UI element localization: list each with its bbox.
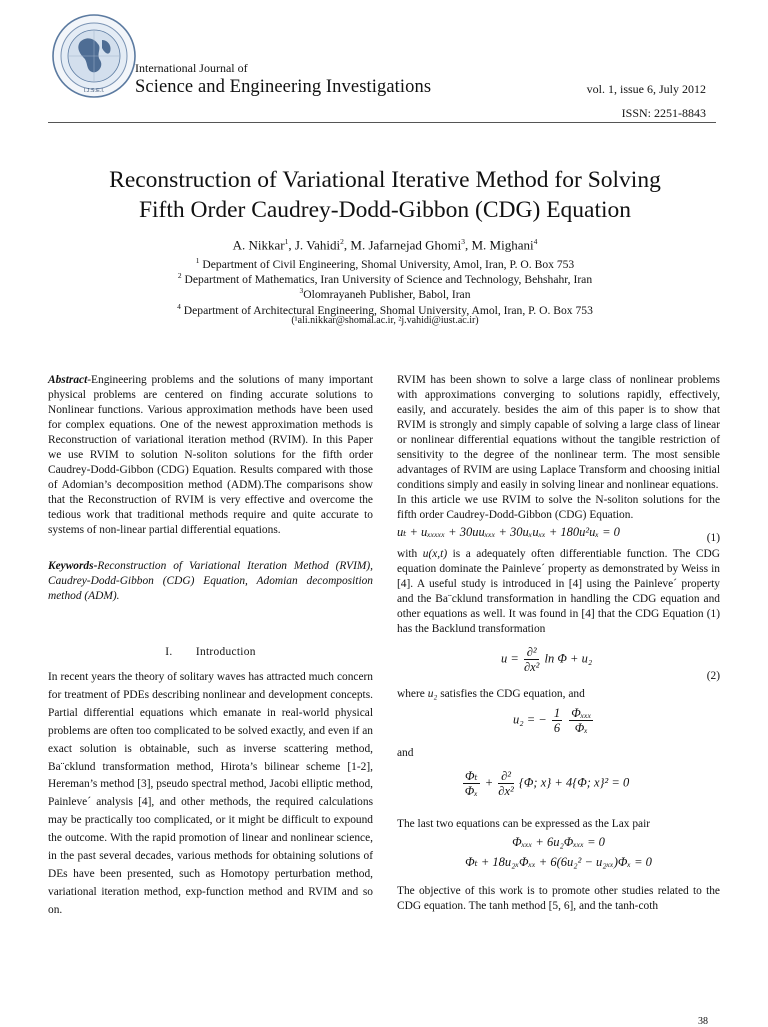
author: M. Mighani [471, 237, 534, 253]
equation-1-number: (1) [706, 532, 720, 544]
header-divider [48, 122, 716, 123]
affiliation: $^3$Olomrayaneh Publisher, Babol, Iran [299, 286, 471, 301]
equation-4: $\frac{\text{Φₜ}}{\text{Φₓ}}$ + $\frac{\text{∂²}}{\text{∂x²}}$ {Φ; x} + 4{Φ; x}² = 0 [464, 769, 630, 798]
body-paragraph: The objective of this work is to promote other studies related to the CDG equation. The tanh method [5, 6], and the tanh-coth [397, 885, 720, 912]
right-column [397, 373, 720, 914]
affiliation: $^2$ Department of Mathematics, Iran University of Science and Technology, Behshahr, Iran [177, 271, 593, 286]
affiliation: $^4$ Department of Architectural Engineering, Shomal University, Amol, Iran, P. O. Box 753 [177, 302, 593, 317]
affiliation: $^1$ Department of Civil Engineering, Shomal University, Amol, Iran, P. O. Box 753 [195, 256, 575, 271]
author-list: A. Nikkar$^1$, J. Vahidi$^2$, M. Jafarnejad Ghomi$^3$, M. Mighani$^4$ [232, 237, 538, 253]
body-paragraph: RVIM has been shown to solve a large class of nonlinear problems with approximations converging to solutions rapidly, effectively, easily, and accurately. besides the aim of this paper is to show that RVIM is strongly and simply capable of solving a large class of linear or nonlinear differential equations without the tangible restriction of sensitivity to the degree of the nonlinear term. The most sensible advantages of RVIM are using Laplace Transform and choosing initial conditions simply and easily in solving linear and nonlinear equations. [397, 374, 720, 491]
left-column [48, 373, 373, 920]
journal-name: Science and Engineering Investigations [135, 77, 432, 97]
svg-text:I.J.S.E.I.: I.J.S.E.I. [83, 88, 105, 94]
author: J. Vahidi [294, 237, 341, 253]
journal-logo [50, 12, 138, 100]
body-paragraph: The last two equations can be expressed as the Lax pair [397, 818, 651, 830]
equation-1-body: uₜ + uₓₓₓₓₓ + 30uuₓₓₓ + 30uₓuₓₓ + 180u²uₓ = 0 [397, 525, 620, 539]
body-paragraph: where u₂ satisfies the CDG equation, and [397, 688, 585, 700]
equation-2: u = $\frac{\text{∂²}}{\text{∂x²}}$ ln Φ + u₂ (2) [501, 645, 720, 682]
journal-volume: vol. 1, issue 6, July 2012 [586, 82, 706, 96]
abstract: Abstract-Engineering problems and the solutions of many important physical problems are centered on finding accurate solutions to Nonlinear functions. Various approximation methods have been used for complex equations. One of the newest approximation methods is Reconstruction of variational iteration method (RVIM). In this Paper we use RVIM to solution N-soliton solutions for the fifth order Caudrey-Dodd-Gibbon (CDG) Equation. Results compared with those of Adomian’s decomposition method (ADM).The comparisons show that the Reconstruction of RVIM is very effective and overcome the tedious work that traditional methods require and quite accurate to systems of non-linear partial differential equations. [48, 374, 373, 536]
equation-3: u₂ = − $\frac{1}{6}$ $\frac{\text{Φₓₓₓ}}{\text{Φₓ}}$ [513, 706, 592, 735]
section-heading-introduction: I. Introduction [165, 646, 256, 658]
body-paragraph: with u(x,t) is a adequately often differentiable function. The CDG equation dominate the Painleve´ property as demonstrated by Weiss in [4]. A useful study is introduced in [4] using the Painleve´ property and the Ba¨cklund transformation in handling the CDG equation and other equations as well. It was found in [4] that the CDG Equation (1) has the Backlund transformation [397, 548, 720, 635]
paper-title-line-2: Fifth Order Caudrey-Dodd-Gibbon (CDG) Equation [138, 197, 632, 223]
body-paragraph: In this article we use RVIM to solve the N-soliton solutions for the fifth order Caudrey-Dodd-Gibbon (CDG) Equation. [397, 494, 720, 521]
lax-pair-equation-2: Φₜ + 18u₂ₓΦₓₓ + 6(6u₂² − u₂ₓₓ)Φₓ = 0 [465, 855, 652, 869]
paper-title [40, 165, 730, 225]
introduction-paragraph: In recent years the theory of solitary waves has attracted much concern for treatment of PDEs describing nonlinear and development concepts. Partial differential equations which emanate in real-world physical problems are often too complicated to be solved exactly, and even if an exact solution is obtainable, such as inverse scattering method, Ba¨cklund transformation method, Hirota’s bilinear scheme [1-2], Hereman’s method [3], pseudo spectral method, Jacobi elliptic method, Painleve´ analysis [4], and other methods, the required calculations may be practically too complicated, or it might be difficult to expound the outcome. With the rapid promotion of linear and nonlinear science, in the past several decades, various methods for obtaining solutions of DEs have been presented, such as Homotopy perturbation method, variational iteration method, exp-function method and RVIM and so on. [48, 671, 373, 916]
paper-title-line-1: Reconstruction of Variational Iterative Method for Solving [109, 167, 661, 193]
keywords: Keywords-Reconstruction of Variational Iteration Method (RVIM), Caudrey-Dodd-Gibbon (CDG) Equation, Adomian decomposition method (ADM). [48, 560, 373, 602]
lax-pair-equation-1: Φₓₓₓ + 6u₂Φₓₓₓ = 0 [512, 835, 605, 849]
journal-issn: ISSN: 2251-8843 [621, 106, 706, 120]
journal-name-prefix: International Journal of [135, 61, 248, 75]
author: A. Nikkar [232, 237, 285, 253]
body-paragraph: and [397, 747, 414, 759]
author: M. Jafarnejad Ghomi [350, 237, 462, 253]
page-number: 38 [698, 1016, 708, 1027]
equation-2-number: (2) [706, 670, 720, 682]
equation-1 [397, 525, 720, 547]
author-emails: (¹ali.nikkar@shomal.ac.ir, ²j.vahidi@iust.ac.ir) [291, 315, 479, 326]
